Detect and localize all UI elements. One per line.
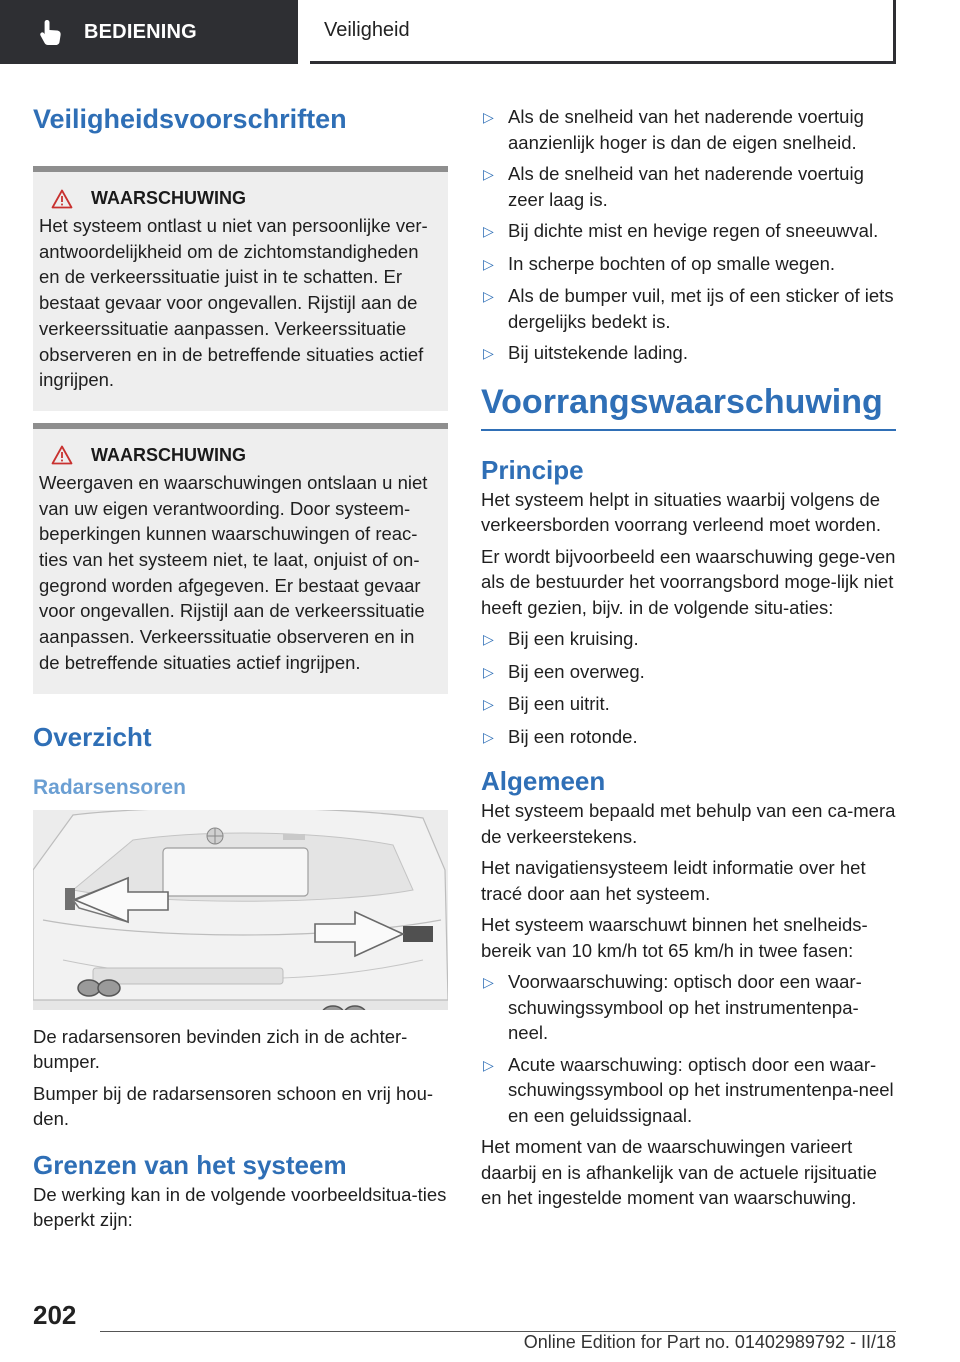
section-title: BEDIENING	[84, 20, 197, 43]
right-column	[481, 104, 896, 1217]
general-paragraph-2: Het navigatiensysteem leidt informatie over het tracé door aan het systeem.	[481, 857, 866, 904]
principle-paragraph-2: Er wordt bijvoorbeeld een waarschuwing gege-ven als de bestuurder het voorrangsbord moge-lijk niet heeft gezien, bijv. in de volgende situ-aties:	[481, 545, 896, 618]
list-item: ▷ Bij een rotonde.	[481, 724, 896, 751]
triangle-bullet-icon: ▷	[483, 696, 494, 712]
list-item: ▷ Acute waarschuwing: optisch door een waar-schuwingssymbool op het instrumentenpa-neel en een geluidssignaal.	[481, 1052, 896, 1129]
edition-text: Online Edition for Part no. 01402989792 - II/18	[523, 1332, 896, 1352]
chapter-title: Veiligheid	[324, 19, 410, 41]
left-column	[33, 96, 448, 1239]
limits-heading: Grenzen van het systeem	[33, 1149, 347, 1180]
radar-paragraph-2: Bumper bij de radarsensoren schoon en vrij hou-den.	[33, 1082, 434, 1130]
warning-label: WAARSCHUWING	[91, 188, 246, 208]
situations-list	[481, 626, 896, 750]
priority-warning-heading: Voorrangswaarschuwing	[481, 379, 896, 431]
warning-text: Het systeem ontlast u niet van persoonlijke ver-antwoordelijkheid om de zichtomstandigheden en de verkeerssituatie juist in te schatten. Er bestaat gevaar voor ongevallen. Rijstijl aan de verkeerssituatie aanpassen. Verkeerssituatie observeren en in de betreffende situaties actief ingrijpen.	[39, 215, 428, 391]
warning-box-1	[33, 166, 448, 411]
warning-triangle-icon	[51, 445, 73, 465]
principle-paragraph-1: Het systeem helpt in situaties waarbij volgens de verkeersborden voorrang verleend moet worden.	[481, 488, 882, 535]
triangle-bullet-icon: ▷	[483, 288, 494, 304]
phases-list	[481, 969, 896, 1128]
limits-list	[481, 104, 896, 367]
radar-paragraph-1: De radarsensoren bevinden zich in de achter-bumper.	[33, 1025, 408, 1073]
triangle-bullet-icon: ▷	[483, 1056, 494, 1073]
triangle-bullet-icon: ▷	[483, 223, 494, 239]
triangle-bullet-icon: ▷	[483, 663, 494, 680]
list-item: ▷ Bij dichte mist en hevige regen of sneeuwval.	[481, 218, 896, 245]
hand-icon	[38, 18, 64, 46]
triangle-bullet-icon: ▷	[483, 166, 494, 182]
warning-text: Weergaven en waarschuwingen ontslaan u niet van uw eigen verantwoording. Door systeem-beperkingen kunnen waarschuwingen of reac-ties van het systeem niet, te laat, onjuist of on-gegrond worden afgegeven. Er bestaat gevaar voor ongevallen. Rijstijl aan de verkeerssituatie aanpassen. Verkeerssituatie observeren en in de betreffende situaties actief ingrijpen.	[39, 471, 428, 673]
list-item: ▷ Voorwaarschuwing: optisch door een waar-schuwingssymbool op het instrumentenpa-neel.	[481, 969, 896, 1046]
page-number: 202	[33, 1300, 77, 1330]
triangle-bullet-icon: ▷	[483, 631, 494, 647]
list-item: ▷ In scherpe bochten of op smalle wegen.	[481, 251, 896, 278]
general-paragraph-1: Het systeem bepaald met behulp van een ca-mera de verkeerstekens.	[481, 800, 896, 847]
principle-heading: Principe	[481, 454, 584, 485]
radar-heading: Radarsensoren	[33, 775, 186, 799]
triangle-bullet-icon: ▷	[483, 109, 494, 125]
general-paragraph-3: Het systeem waarschuwt binnen het snelheids-bereik van 10 km/h tot 65 km/h in twee fasen:	[481, 914, 868, 961]
car-rear-illustration	[33, 810, 448, 1010]
warning-triangle-icon	[51, 189, 73, 209]
warning-label: WAARSCHUWING	[91, 444, 246, 465]
list-item: ▷ Bij een uitrit.	[481, 691, 896, 718]
general-paragraph-4: Het moment van de waarschuwingen varieert daarbij en is afhankelijk van de actuele rijsituatie en het ingestelde moment van waarschuwing.	[481, 1136, 877, 1208]
chapter-tab[interactable]	[310, 0, 896, 64]
list-item: ▷ Als de snelheid van het naderende voertuig zeer laag is.	[481, 161, 896, 212]
triangle-bullet-icon: ▷	[483, 974, 494, 990]
section-tab[interactable]	[0, 0, 298, 64]
list-item: ▷ Als de bumper vuil, met ijs of een sticker of iets dergelijks bedekt is.	[481, 283, 896, 334]
list-item: ▷ Bij een kruising.	[481, 626, 896, 653]
warning-box-2	[33, 423, 448, 694]
list-item: ▷ Als de snelheid van het naderende voertuig aanzienlijk hoger is dan de eigen snelheid.	[481, 104, 896, 155]
triangle-bullet-icon: ▷	[483, 255, 494, 272]
triangle-bullet-icon: ▷	[483, 728, 494, 745]
overview-heading: Overzicht	[33, 721, 152, 752]
limits-paragraph: De werking kan in de volgende voorbeeldsitua-ties beperkt zijn:	[33, 1183, 447, 1231]
list-item: ▷ Bij een overweg.	[481, 659, 896, 686]
general-heading: Algemeen	[481, 766, 606, 796]
safety-heading: Veiligheidsvoorschriften	[33, 104, 347, 134]
triangle-bullet-icon: ▷	[483, 345, 494, 361]
list-item: ▷ Bij uitstekende lading.	[481, 340, 896, 367]
